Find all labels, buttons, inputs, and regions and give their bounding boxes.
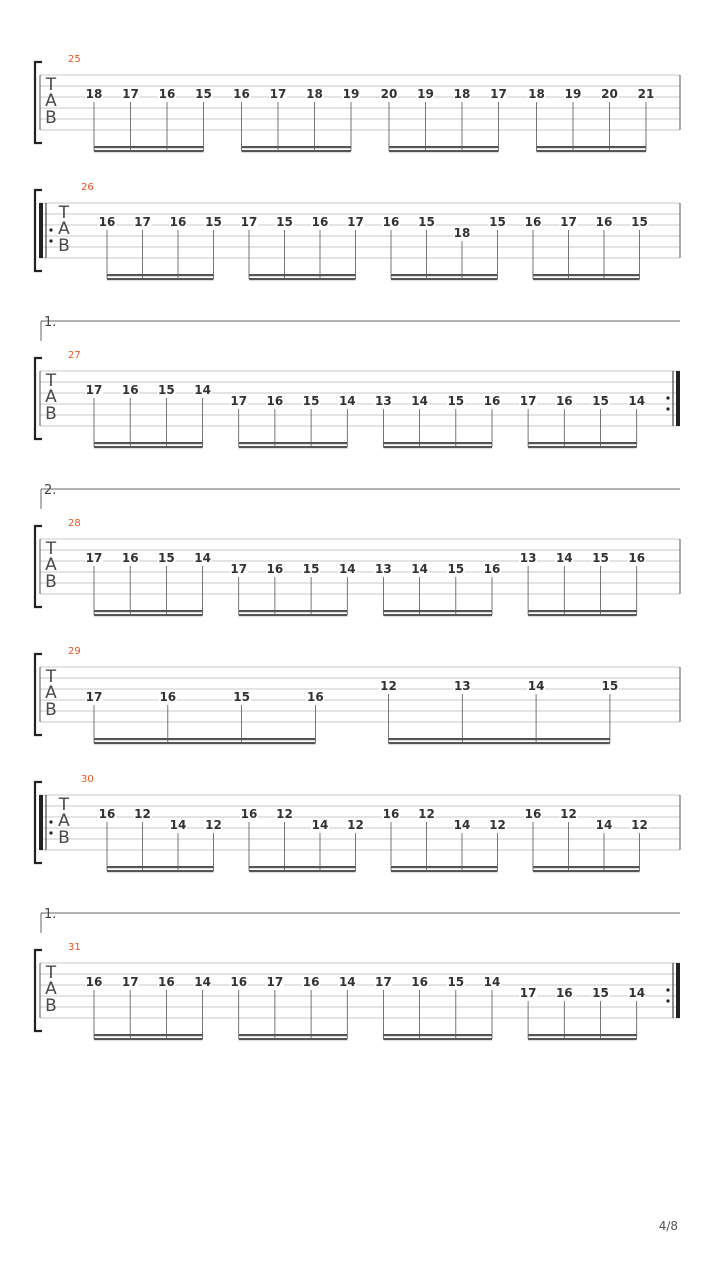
fret-number: 12 — [205, 818, 222, 832]
fret-number: 14 — [169, 818, 187, 832]
fret-number: 18 — [306, 87, 323, 101]
fret-number: 16 — [382, 215, 400, 229]
repeat-start-thick-bar — [39, 203, 43, 258]
fret-number: 18 — [528, 87, 545, 101]
fret-number: 16 — [266, 562, 284, 576]
beam — [537, 146, 647, 148]
repeat-end-thick-bar — [676, 963, 680, 1018]
beam — [94, 442, 203, 444]
tab-clef-t: T — [45, 75, 57, 95]
measure-number: 25 — [68, 54, 81, 65]
fret-number: 16 — [311, 215, 329, 229]
beam — [239, 610, 348, 612]
tab-clef-t: T — [45, 539, 57, 559]
fret-number: 14 — [311, 818, 329, 832]
measure-number: 30 — [81, 774, 94, 785]
fret-number: 17 — [122, 87, 139, 101]
fret-number: 16 — [98, 215, 116, 229]
fret-number: 17 — [347, 215, 364, 229]
beam — [107, 274, 214, 276]
measure-number: 29 — [68, 646, 81, 657]
fret-number: 15 — [592, 394, 609, 408]
volta-number: 1. — [44, 315, 57, 330]
tab-system — [35, 646, 680, 744]
fret-number: 17 — [85, 551, 103, 565]
beam — [94, 446, 203, 448]
measure-number: 31 — [68, 942, 81, 953]
fret-number: 12 — [347, 818, 364, 832]
repeat-dot — [49, 831, 52, 834]
fret-number: 16 — [307, 690, 324, 704]
beam — [533, 866, 640, 868]
fret-number: 16 — [628, 551, 646, 565]
beam — [391, 274, 498, 276]
fret-number: 14 — [338, 562, 356, 576]
beam — [533, 274, 640, 276]
tab-clef-a: A — [45, 555, 57, 575]
fret-number: 12 — [489, 818, 506, 832]
beam — [383, 1038, 492, 1040]
fret-number: 16 — [555, 986, 573, 1000]
tab-clef-t: T — [45, 963, 57, 983]
page-number: 4/8 — [658, 1219, 678, 1233]
beam — [383, 1034, 492, 1036]
fret-number: 17 — [519, 986, 537, 1000]
beam — [107, 278, 214, 280]
fret-number: 17 — [240, 215, 258, 229]
fret-number: 20 — [601, 87, 618, 101]
fret-number: 15 — [302, 394, 320, 408]
beam — [94, 1034, 203, 1036]
fret-number: 14 — [628, 394, 646, 408]
beam — [239, 1034, 348, 1036]
beam — [249, 278, 356, 280]
fret-number: 16 — [483, 394, 501, 408]
fret-number: 16 — [85, 975, 103, 989]
fret-number: 15 — [205, 215, 222, 229]
tab-system — [35, 54, 680, 152]
fret-number: 17 — [134, 215, 151, 229]
fret-number: 13 — [375, 562, 392, 576]
beam — [107, 866, 214, 868]
tab-clef-a: A — [45, 683, 57, 703]
fret-number: 16 — [382, 807, 400, 821]
system-bracket — [35, 62, 42, 143]
beam — [249, 870, 356, 872]
beam — [383, 442, 492, 444]
volta-number: 1. — [44, 907, 57, 922]
fret-number: 16 — [159, 690, 177, 704]
system-bracket — [35, 950, 42, 1031]
fret-number: 15 — [158, 383, 175, 397]
repeat-dot — [49, 228, 52, 231]
beam — [391, 278, 498, 280]
tab-clef-a: A — [45, 91, 57, 111]
beam — [383, 446, 492, 448]
system-bracket — [35, 358, 42, 439]
fret-number: 16 — [302, 975, 320, 989]
beam — [389, 738, 610, 740]
fret-number: 17 — [519, 394, 537, 408]
fret-number: 19 — [342, 87, 360, 101]
fret-number: 15 — [631, 215, 648, 229]
fret-number: 13 — [453, 679, 471, 693]
fret-number: 16 — [158, 975, 175, 989]
fret-number: 12 — [276, 807, 293, 821]
tab-clef-b: B — [45, 404, 57, 424]
repeat-dot — [666, 999, 669, 1002]
fret-number: 15 — [447, 394, 465, 408]
fret-number: 16 — [595, 215, 613, 229]
fret-number: 15 — [276, 215, 293, 229]
fret-number: 15 — [592, 986, 609, 1000]
fret-number: 17 — [230, 562, 248, 576]
fret-number: 12 — [134, 807, 151, 821]
fret-number: 17 — [375, 975, 392, 989]
fret-number: 15 — [489, 215, 506, 229]
tab-system — [35, 182, 680, 280]
tab-clef-b: B — [45, 700, 57, 720]
fret-number: 16 — [158, 87, 176, 101]
beam — [249, 866, 356, 868]
beam — [107, 870, 214, 872]
beam — [239, 446, 348, 448]
fret-number: 16 — [555, 394, 573, 408]
fret-number: 17 — [490, 87, 507, 101]
tab-clef-a: A — [45, 387, 57, 407]
fret-number: 14 — [194, 383, 211, 397]
fret-number: 16 — [169, 215, 187, 229]
fret-number: 12 — [380, 679, 397, 693]
tab-clef-a: A — [58, 811, 70, 831]
measure-number: 27 — [68, 350, 81, 361]
fret-number: 16 — [411, 975, 428, 989]
beam — [383, 610, 492, 612]
beam — [391, 870, 498, 872]
fret-number: 17 — [560, 215, 577, 229]
fret-number: 14 — [411, 562, 428, 576]
beam — [94, 738, 315, 740]
beam — [239, 614, 348, 616]
fret-number: 15 — [592, 551, 609, 565]
fret-number: 18 — [453, 87, 471, 101]
beam — [94, 614, 203, 616]
fret-number: 16 — [230, 975, 248, 989]
volta-number: 2. — [44, 483, 57, 498]
repeat-dot — [666, 407, 669, 410]
fret-number: 17 — [121, 975, 139, 989]
fret-number: 15 — [158, 551, 175, 565]
fret-number: 14 — [555, 551, 573, 565]
fret-number: 12 — [560, 807, 577, 821]
repeat-end-thick-bar — [676, 371, 680, 426]
fret-number: 14 — [595, 818, 613, 832]
repeat-start-thick-bar — [39, 795, 43, 850]
fret-number: 16 — [524, 807, 542, 821]
fret-number: 19 — [564, 87, 582, 101]
fret-number: 15 — [195, 87, 212, 101]
fret-number: 14 — [338, 975, 356, 989]
repeat-dot — [666, 396, 669, 399]
repeat-dot — [49, 820, 52, 823]
tab-system — [35, 483, 680, 616]
tab-system — [35, 774, 680, 872]
fret-number: 18 — [85, 87, 103, 101]
fret-number: 20 — [380, 87, 398, 101]
fret-number: 14 — [527, 679, 545, 693]
fret-number: 12 — [418, 807, 435, 821]
tab-system — [35, 315, 680, 448]
tab-system — [35, 907, 680, 1040]
fret-number: 16 — [121, 551, 139, 565]
fret-number: 16 — [121, 383, 139, 397]
tab-clef-t: T — [45, 667, 57, 687]
fret-number: 21 — [637, 87, 655, 101]
fret-number: 15 — [233, 690, 250, 704]
beam — [389, 146, 499, 148]
beam — [249, 274, 356, 276]
tab-clef-a: A — [58, 219, 70, 239]
beam — [528, 614, 637, 616]
fret-number: 17 — [85, 383, 103, 397]
fret-number: 14 — [483, 975, 501, 989]
fret-number: 13 — [375, 394, 392, 408]
fret-number: 15 — [447, 975, 465, 989]
beam — [94, 742, 315, 744]
beam — [94, 610, 203, 612]
measure-number: 28 — [68, 518, 81, 529]
fret-number: 17 — [230, 394, 248, 408]
fret-number: 19 — [417, 87, 434, 101]
tab-clef-t: T — [58, 795, 70, 815]
fret-number: 14 — [194, 975, 211, 989]
tab-clef-b: B — [45, 108, 57, 128]
beam — [528, 610, 637, 612]
fret-number: 16 — [266, 394, 284, 408]
beam — [94, 150, 204, 152]
beam — [528, 1034, 637, 1036]
beam — [383, 614, 492, 616]
fret-number: 14 — [628, 986, 646, 1000]
beam — [391, 866, 498, 868]
tab-clef-b: B — [45, 572, 57, 592]
repeat-dot — [49, 239, 52, 242]
beam — [528, 442, 637, 444]
beam — [242, 150, 352, 152]
system-bracket — [35, 654, 42, 735]
fret-number: 14 — [194, 551, 211, 565]
beam — [389, 150, 499, 152]
beam — [528, 1038, 637, 1040]
tab-clef-b: B — [45, 996, 57, 1016]
fret-number: 14 — [338, 394, 356, 408]
fret-number: 15 — [447, 562, 465, 576]
tab-clef-b: B — [58, 828, 70, 848]
beam — [533, 870, 640, 872]
fret-number: 16 — [524, 215, 542, 229]
beam — [528, 446, 637, 448]
measure-number: 26 — [81, 182, 94, 193]
fret-number: 15 — [418, 215, 435, 229]
fret-number: 12 — [631, 818, 648, 832]
tab-clef-t: T — [58, 203, 70, 223]
fret-number: 15 — [601, 679, 619, 693]
beam — [537, 150, 647, 152]
fret-number: 16 — [98, 807, 116, 821]
fret-number: 17 — [85, 690, 103, 704]
beam — [94, 1038, 203, 1040]
tab-clef-a: A — [45, 979, 57, 999]
tab-clef-t: T — [45, 371, 57, 391]
repeat-dot — [666, 988, 669, 991]
fret-number: 13 — [519, 551, 537, 565]
beam — [389, 742, 610, 744]
fret-number: 17 — [266, 975, 284, 989]
beam — [533, 278, 640, 280]
fret-number: 16 — [483, 562, 501, 576]
beam — [239, 442, 348, 444]
fret-number: 16 — [240, 807, 258, 821]
fret-number: 16 — [233, 87, 250, 101]
fret-number: 18 — [453, 226, 471, 240]
fret-number: 17 — [269, 87, 287, 101]
beam — [94, 146, 204, 148]
tab-clef-b: B — [58, 236, 70, 256]
system-bracket — [35, 526, 42, 607]
beam — [239, 1038, 348, 1040]
fret-number: 14 — [411, 394, 428, 408]
fret-number: 15 — [302, 562, 320, 576]
beam — [242, 146, 352, 148]
fret-number: 14 — [453, 818, 471, 832]
